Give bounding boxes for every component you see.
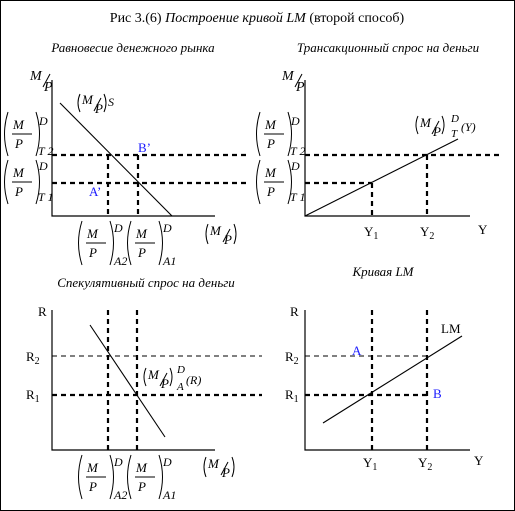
- svg-text:A2: A2: [114, 488, 128, 502]
- svg-text:P: P: [44, 80, 53, 95]
- panel-title-transaction: Трансакционный спрос на деньги: [296, 40, 480, 55]
- money-supply-label: [78, 92, 114, 116]
- svg-text:M: M: [282, 69, 294, 84]
- tick-y2-lm: $Y_2$: [418, 455, 433, 473]
- x-axis-label-y-lm: Y: [474, 453, 484, 468]
- x-axis-label-mp-bottom: [204, 456, 234, 480]
- label-md-a2-bottom: [79, 455, 128, 502]
- point-a-prime: A’: [89, 184, 102, 199]
- svg-text:T 1: T 1: [38, 190, 54, 204]
- svg-text:M: M: [87, 226, 98, 241]
- svg-text:A: A: [177, 381, 184, 393]
- panel-lm-curve: [285, 264, 484, 473]
- svg-text:M: M: [136, 460, 147, 475]
- svg-text:S: S: [108, 95, 114, 109]
- label-md-t2: [5, 112, 54, 158]
- panel-transaction-demand: [257, 40, 501, 242]
- svg-text:M: M: [148, 367, 159, 382]
- transaction-demand-line: [305, 139, 458, 216]
- svg-text:P: P: [222, 465, 230, 480]
- svg-text:(Y): (Y): [461, 120, 476, 134]
- x-axis-label-y: Y: [478, 222, 488, 237]
- tick-r1: $R_1$: [26, 387, 40, 405]
- figure-title: Рис 3.(6) Построение кривой LM (второй способ): [109, 11, 405, 26]
- lm-line: [323, 336, 462, 423]
- svg-text:M: M: [420, 115, 431, 130]
- panel-title-lm: Кривая LM: [352, 264, 414, 279]
- label-md-t1: [5, 159, 54, 204]
- point-b-prime: B’: [138, 140, 151, 155]
- tick-r2-lm: $R_2$: [285, 349, 299, 367]
- panel-speculative-demand: [26, 275, 262, 502]
- svg-text:D: D: [39, 159, 48, 173]
- svg-text:D: D: [114, 221, 123, 235]
- svg-text:M: M: [265, 117, 276, 132]
- svg-text:P: P: [433, 124, 441, 139]
- label-md-t1-right: [257, 159, 306, 204]
- panel-title-money-market: Равновесие денежного рынка: [51, 40, 215, 55]
- label-md-t2-right: [257, 112, 306, 158]
- tick-r2: $R_2$: [26, 349, 40, 367]
- svg-text:A1: A1: [163, 488, 177, 502]
- transaction-demand-label: [416, 113, 476, 140]
- svg-text:P: P: [138, 479, 146, 494]
- speculative-demand-label: [144, 364, 201, 393]
- svg-text:D: D: [163, 455, 172, 469]
- svg-text:(R): (R): [186, 373, 202, 387]
- lm-curve-label: LM: [441, 321, 461, 336]
- svg-text:T 1: T 1: [290, 190, 306, 204]
- svg-text:P: P: [89, 479, 97, 494]
- svg-text:A1: A1: [163, 254, 177, 268]
- svg-text:P: P: [224, 232, 232, 247]
- point-b: B: [433, 386, 442, 401]
- svg-text:D: D: [291, 114, 300, 128]
- svg-text:D: D: [163, 221, 172, 235]
- svg-text:M: M: [13, 165, 24, 180]
- tick-y1: $Y_1$: [364, 224, 379, 242]
- panel-money-market: [5, 40, 248, 268]
- svg-text:P: P: [95, 101, 103, 116]
- panel-title-speculative: Спекулятивный спрос на деньги: [57, 275, 235, 290]
- tick-y2: $Y_2$: [420, 224, 435, 242]
- tick-r1-lm: $R_1$: [285, 387, 299, 405]
- svg-text:P: P: [138, 245, 146, 260]
- label-md-a1: [128, 221, 177, 268]
- svg-text:T: T: [451, 128, 458, 140]
- y-axis-label-r-lm: R: [290, 304, 299, 319]
- svg-text:M: M: [265, 165, 276, 180]
- svg-text:M: M: [136, 226, 147, 241]
- svg-text:D: D: [114, 455, 123, 469]
- svg-text:D: D: [177, 364, 185, 376]
- svg-text:M: M: [30, 69, 42, 84]
- svg-text:P: P: [15, 136, 23, 151]
- svg-text:P: P: [15, 184, 23, 199]
- svg-text:A2: A2: [114, 254, 128, 268]
- y-axis-label-r: R: [38, 304, 47, 319]
- svg-text:T 2: T 2: [38, 144, 54, 158]
- svg-text:M: M: [13, 117, 24, 132]
- svg-text:P: P: [267, 184, 275, 199]
- money-supply-line: [60, 103, 172, 216]
- svg-text:P: P: [161, 376, 169, 391]
- y-axis-label-mp: [29, 69, 53, 95]
- svg-text:P: P: [89, 245, 97, 260]
- axis-transaction: [305, 80, 470, 216]
- axis-money-market: [52, 80, 215, 216]
- tick-y1-lm: $Y_1$: [363, 455, 378, 473]
- svg-text:M: M: [82, 92, 93, 107]
- svg-text:M: M: [87, 460, 98, 475]
- svg-text:T 2: T 2: [290, 144, 306, 158]
- svg-text:P: P: [267, 136, 275, 151]
- svg-text:P: P: [296, 80, 305, 95]
- svg-text:M: M: [210, 223, 221, 238]
- svg-text:D: D: [451, 113, 459, 125]
- label-md-a1-bottom: [128, 455, 177, 502]
- svg-text:D: D: [39, 114, 48, 128]
- point-a: A: [352, 343, 362, 358]
- y-axis-label-mp-2: [281, 69, 305, 95]
- label-md-a2: [79, 221, 128, 268]
- x-axis-label-mp: [206, 223, 236, 247]
- svg-text:D: D: [291, 159, 300, 173]
- svg-text:M: M: [208, 456, 219, 471]
